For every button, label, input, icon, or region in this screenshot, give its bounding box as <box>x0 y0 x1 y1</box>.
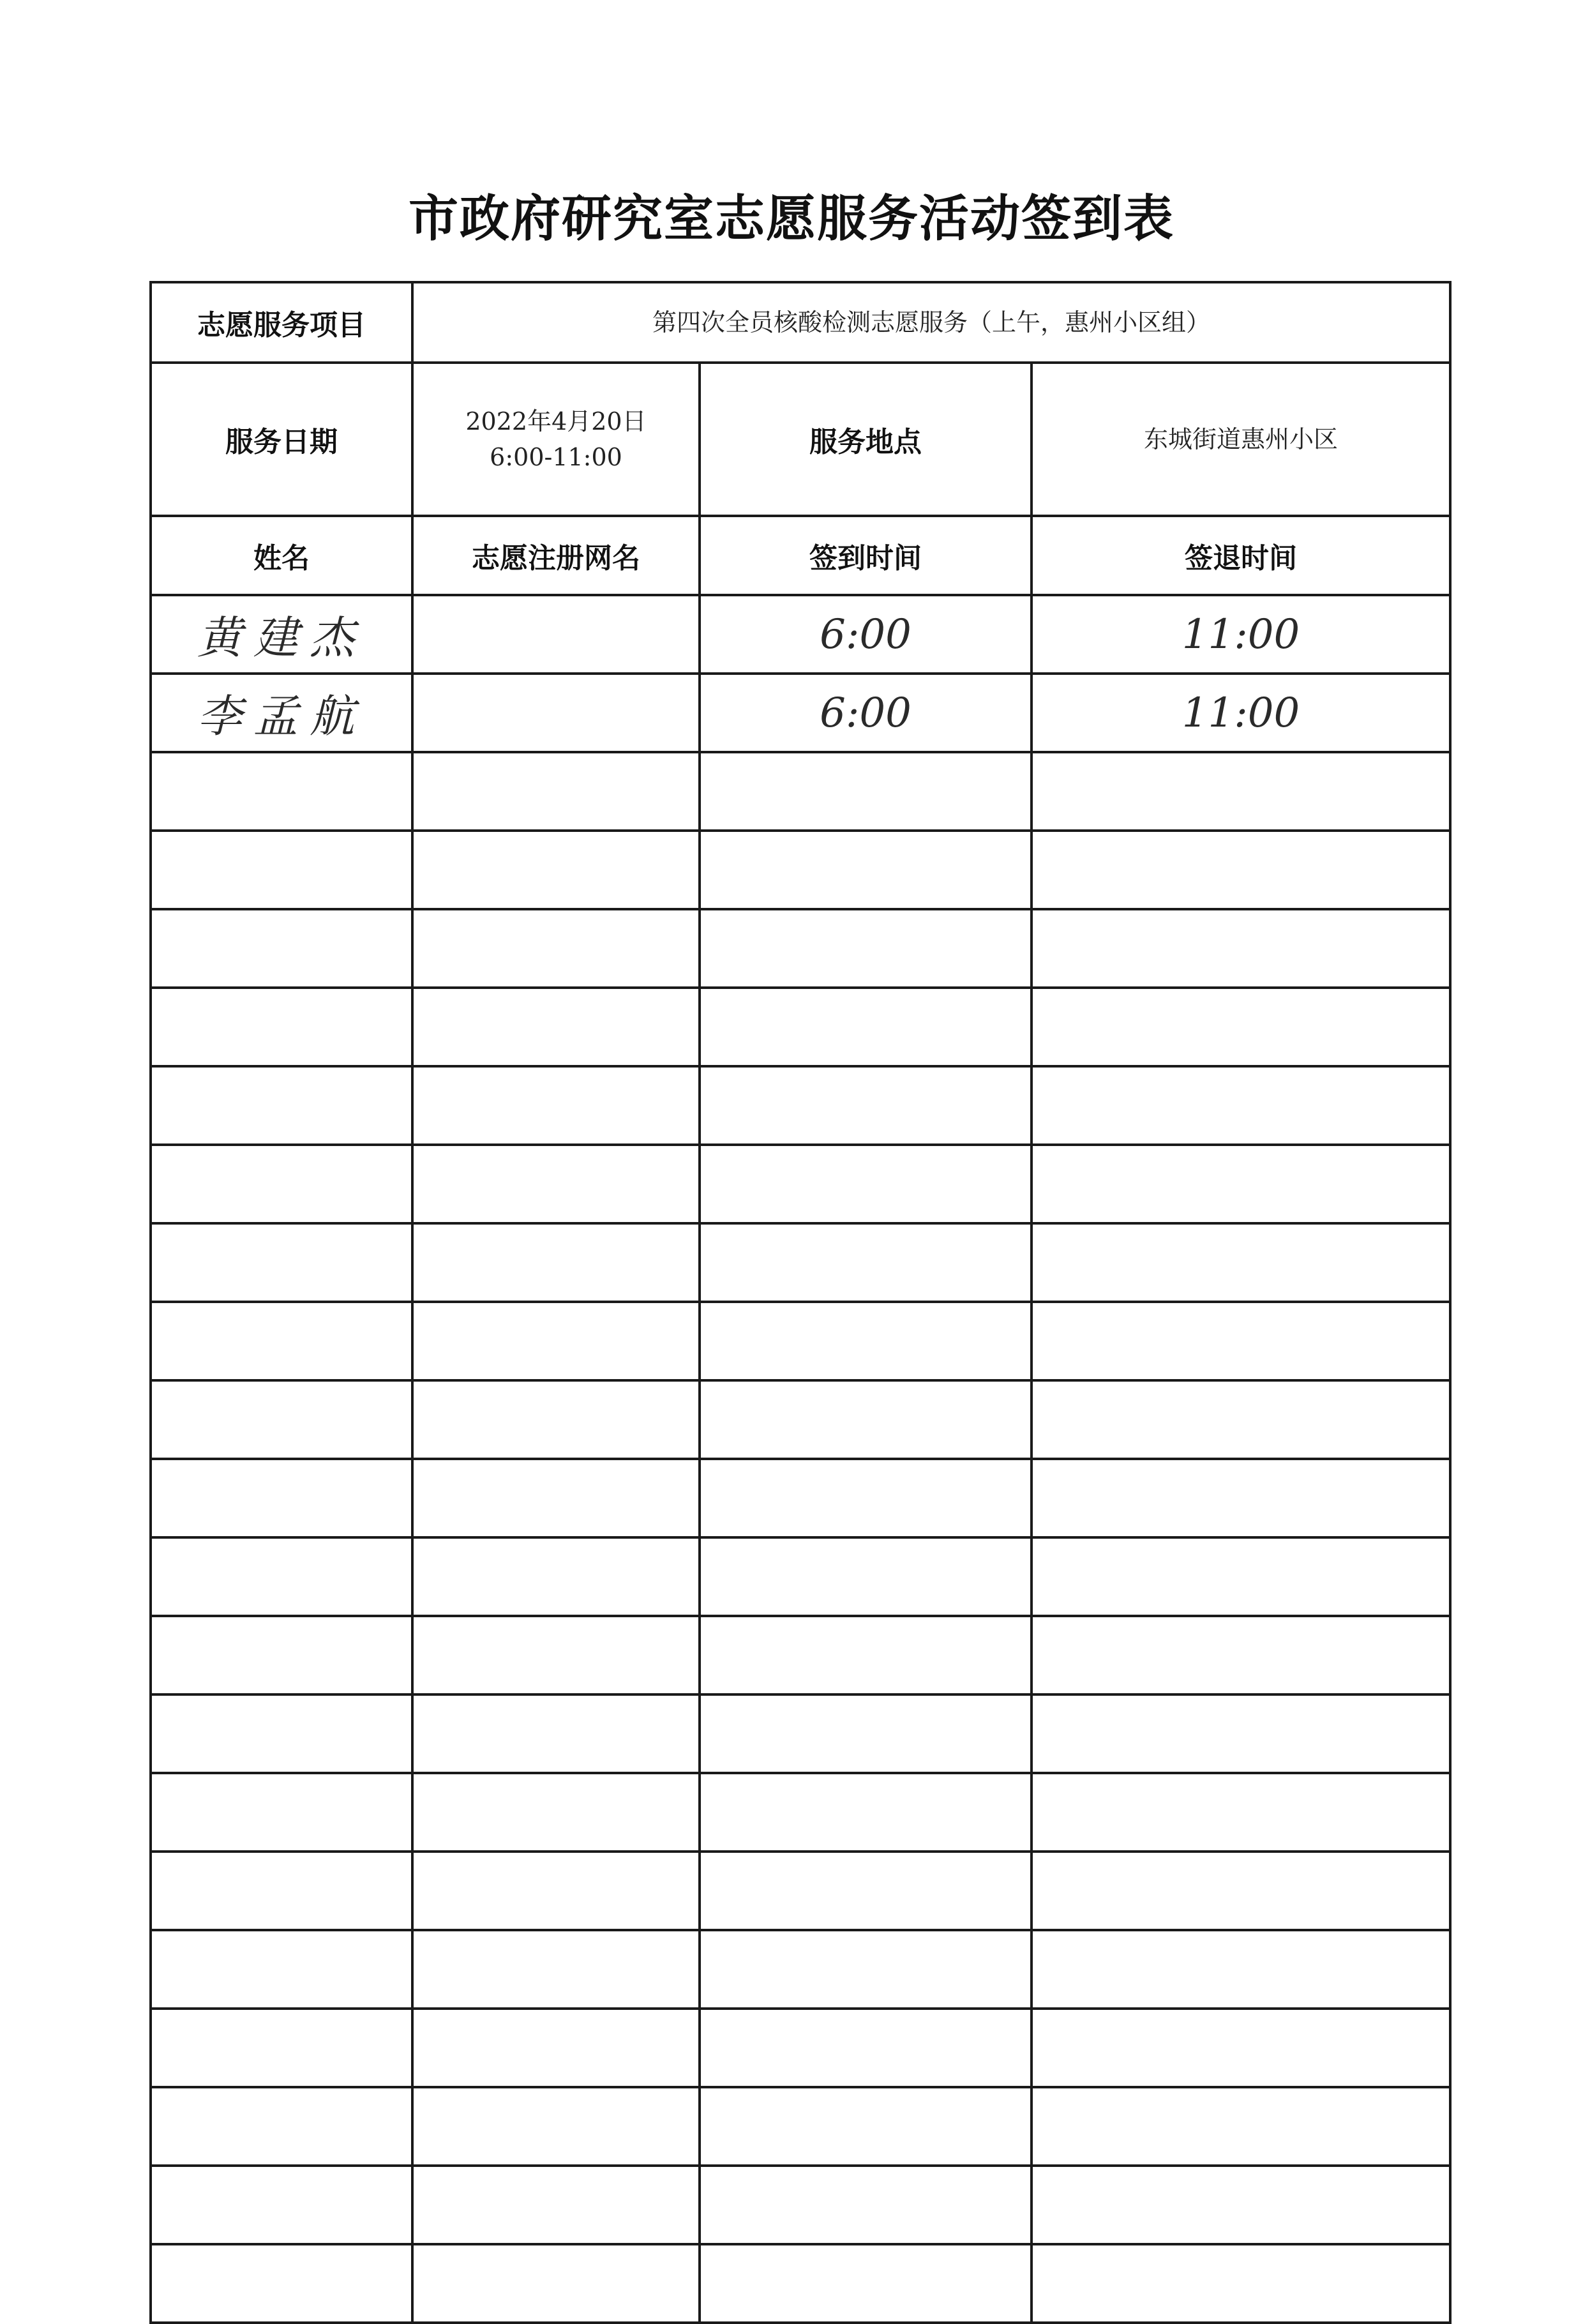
reg-name-cell <box>412 1066 700 1145</box>
sign-in-cell <box>700 1694 1032 1773</box>
sign-in-cell <box>700 909 1032 988</box>
sign-in-cell <box>700 2009 1032 2087</box>
service-date-value <box>412 363 700 516</box>
reg-name-cell <box>412 1852 700 1930</box>
service-date-label: 服务日期 <box>151 363 412 516</box>
table-row <box>151 1066 1450 1145</box>
column-header-name: 姓名 <box>151 516 412 595</box>
name-cell <box>151 2087 412 2166</box>
name-cell <box>151 1145 412 1223</box>
sign-in-cell <box>700 1616 1032 1694</box>
sign-in-cell <box>700 2087 1032 2166</box>
sign-out-cell <box>1032 1694 1450 1773</box>
table-row <box>151 1694 1450 1773</box>
column-header-sign-out: 签退时间 <box>1032 516 1450 595</box>
sign-out-cell <box>1032 909 1450 988</box>
reg-name-cell <box>412 674 700 752</box>
table-row <box>151 2087 1450 2166</box>
reg-name-cell <box>412 1537 700 1616</box>
name-cell <box>151 2244 412 2323</box>
name-cell <box>151 909 412 988</box>
table-row <box>151 674 1450 752</box>
name-cell <box>151 752 412 831</box>
project-value: 第四次全员核酸检测志愿服务（上午，惠州小区组） <box>412 282 1450 363</box>
sign-in-cell <box>700 1773 1032 1852</box>
reg-name-cell <box>412 1145 700 1223</box>
table-row <box>151 1459 1450 1537</box>
project-row <box>151 282 1450 363</box>
sign-out-cell <box>1032 1537 1450 1616</box>
sign-in-cell <box>700 1223 1032 1302</box>
sign-out-cell: 11:00 <box>1032 674 1450 752</box>
sign-in-cell <box>700 2166 1032 2244</box>
reg-name-cell <box>412 2087 700 2166</box>
table-row <box>151 2166 1450 2244</box>
table-row <box>151 752 1450 831</box>
sign-out-cell <box>1032 1066 1450 1145</box>
sign-in-cell <box>700 988 1032 1066</box>
sign-in-cell: 6:00 <box>700 674 1032 752</box>
name-cell <box>151 1616 412 1694</box>
sign-out-cell <box>1032 2244 1450 2323</box>
sign-out-cell <box>1032 1616 1450 1694</box>
table-row <box>151 1852 1450 1930</box>
name-cell <box>151 1302 412 1380</box>
sign-out-cell: 11:00 <box>1032 595 1450 674</box>
sign-in-cell <box>700 1852 1032 1930</box>
column-header-sign-in: 签到时间 <box>700 516 1032 595</box>
sign-out-cell <box>1032 831 1450 909</box>
reg-name-cell <box>412 2009 700 2087</box>
reg-name-cell <box>412 831 700 909</box>
reg-name-cell <box>412 1223 700 1302</box>
sign-out-cell <box>1032 2087 1450 2166</box>
name-cell <box>151 1066 412 1145</box>
reg-name-cell <box>412 909 700 988</box>
name-cell <box>151 1694 412 1773</box>
table-row <box>151 1930 1450 2009</box>
sign-out-cell <box>1032 1302 1450 1380</box>
sign-out-cell <box>1032 1930 1450 2009</box>
table-row <box>151 909 1450 988</box>
table-row <box>151 1302 1450 1380</box>
sign-out-cell <box>1032 988 1450 1066</box>
sign-in-cell <box>700 1380 1032 1459</box>
reg-name-cell <box>412 988 700 1066</box>
service-date-line1: 2022年4月20日 <box>465 407 647 435</box>
service-place-value: 东城街道惠州小区 <box>1032 363 1450 516</box>
name-cell <box>151 1380 412 1459</box>
name-cell <box>151 831 412 909</box>
page-title: 市政府研究室志愿服务活动签到表 <box>408 190 1174 248</box>
sign-in-cell <box>700 1459 1032 1537</box>
name-cell: 李孟航 <box>151 674 412 752</box>
name-cell <box>151 1223 412 1302</box>
sign-out-cell <box>1032 2166 1450 2244</box>
name-cell <box>151 1773 412 1852</box>
reg-name-cell <box>412 1773 700 1852</box>
sign-in-cell <box>700 1930 1032 2009</box>
table-row <box>151 1773 1450 1852</box>
name-cell: 黄建杰 <box>151 595 412 674</box>
sign-out-cell <box>1032 1773 1450 1852</box>
reg-name-cell <box>412 2166 700 2244</box>
table-row <box>151 595 1450 674</box>
sign-in-cell: 6:00 <box>700 595 1032 674</box>
date-place-row <box>151 363 1450 516</box>
sign-out-cell <box>1032 2009 1450 2087</box>
sign-in-cell <box>700 2244 1032 2323</box>
sign-out-cell <box>1032 1459 1450 1537</box>
name-cell <box>151 1459 412 1537</box>
table-row <box>151 2244 1450 2323</box>
name-cell <box>151 988 412 1066</box>
project-label: 志愿服务项目 <box>151 282 412 363</box>
reg-name-cell <box>412 1380 700 1459</box>
table-row <box>151 2009 1450 2087</box>
sign-out-cell <box>1032 1852 1450 1930</box>
name-cell <box>151 2166 412 2244</box>
sign-in-cell <box>700 1066 1032 1145</box>
sign-out-cell <box>1032 1223 1450 1302</box>
table-row <box>151 1145 1450 1223</box>
reg-name-cell <box>412 752 700 831</box>
reg-name-cell <box>412 1616 700 1694</box>
sign-out-cell <box>1032 1380 1450 1459</box>
sign-in-cell <box>700 1145 1032 1223</box>
column-header-reg-name: 志愿注册网名 <box>412 516 700 595</box>
sign-in-cell <box>700 752 1032 831</box>
sign-out-cell <box>1032 752 1450 831</box>
reg-name-cell <box>412 595 700 674</box>
reg-name-cell <box>412 1459 700 1537</box>
table-row <box>151 1537 1450 1616</box>
service-date-line2: 6:00-11:00 <box>490 443 622 471</box>
reg-name-cell <box>412 1302 700 1380</box>
name-cell <box>151 1930 412 2009</box>
name-cell <box>151 1852 412 1930</box>
name-cell <box>151 2009 412 2087</box>
reg-name-cell <box>412 1930 700 2009</box>
sign-out-cell <box>1032 1145 1450 1223</box>
name-cell <box>151 1537 412 1616</box>
table-row <box>151 831 1450 909</box>
table-row <box>151 1380 1450 1459</box>
table-row <box>151 1616 1450 1694</box>
sign-in-table <box>149 281 1452 2324</box>
reg-name-cell <box>412 1694 700 1773</box>
column-header-row <box>151 516 1450 595</box>
table-row <box>151 988 1450 1066</box>
service-place-label: 服务地点 <box>700 363 1032 516</box>
sign-in-cell <box>700 1302 1032 1380</box>
sign-in-cell <box>700 831 1032 909</box>
reg-name-cell <box>412 2244 700 2323</box>
sign-in-cell <box>700 1537 1032 1616</box>
table-row <box>151 1223 1450 1302</box>
